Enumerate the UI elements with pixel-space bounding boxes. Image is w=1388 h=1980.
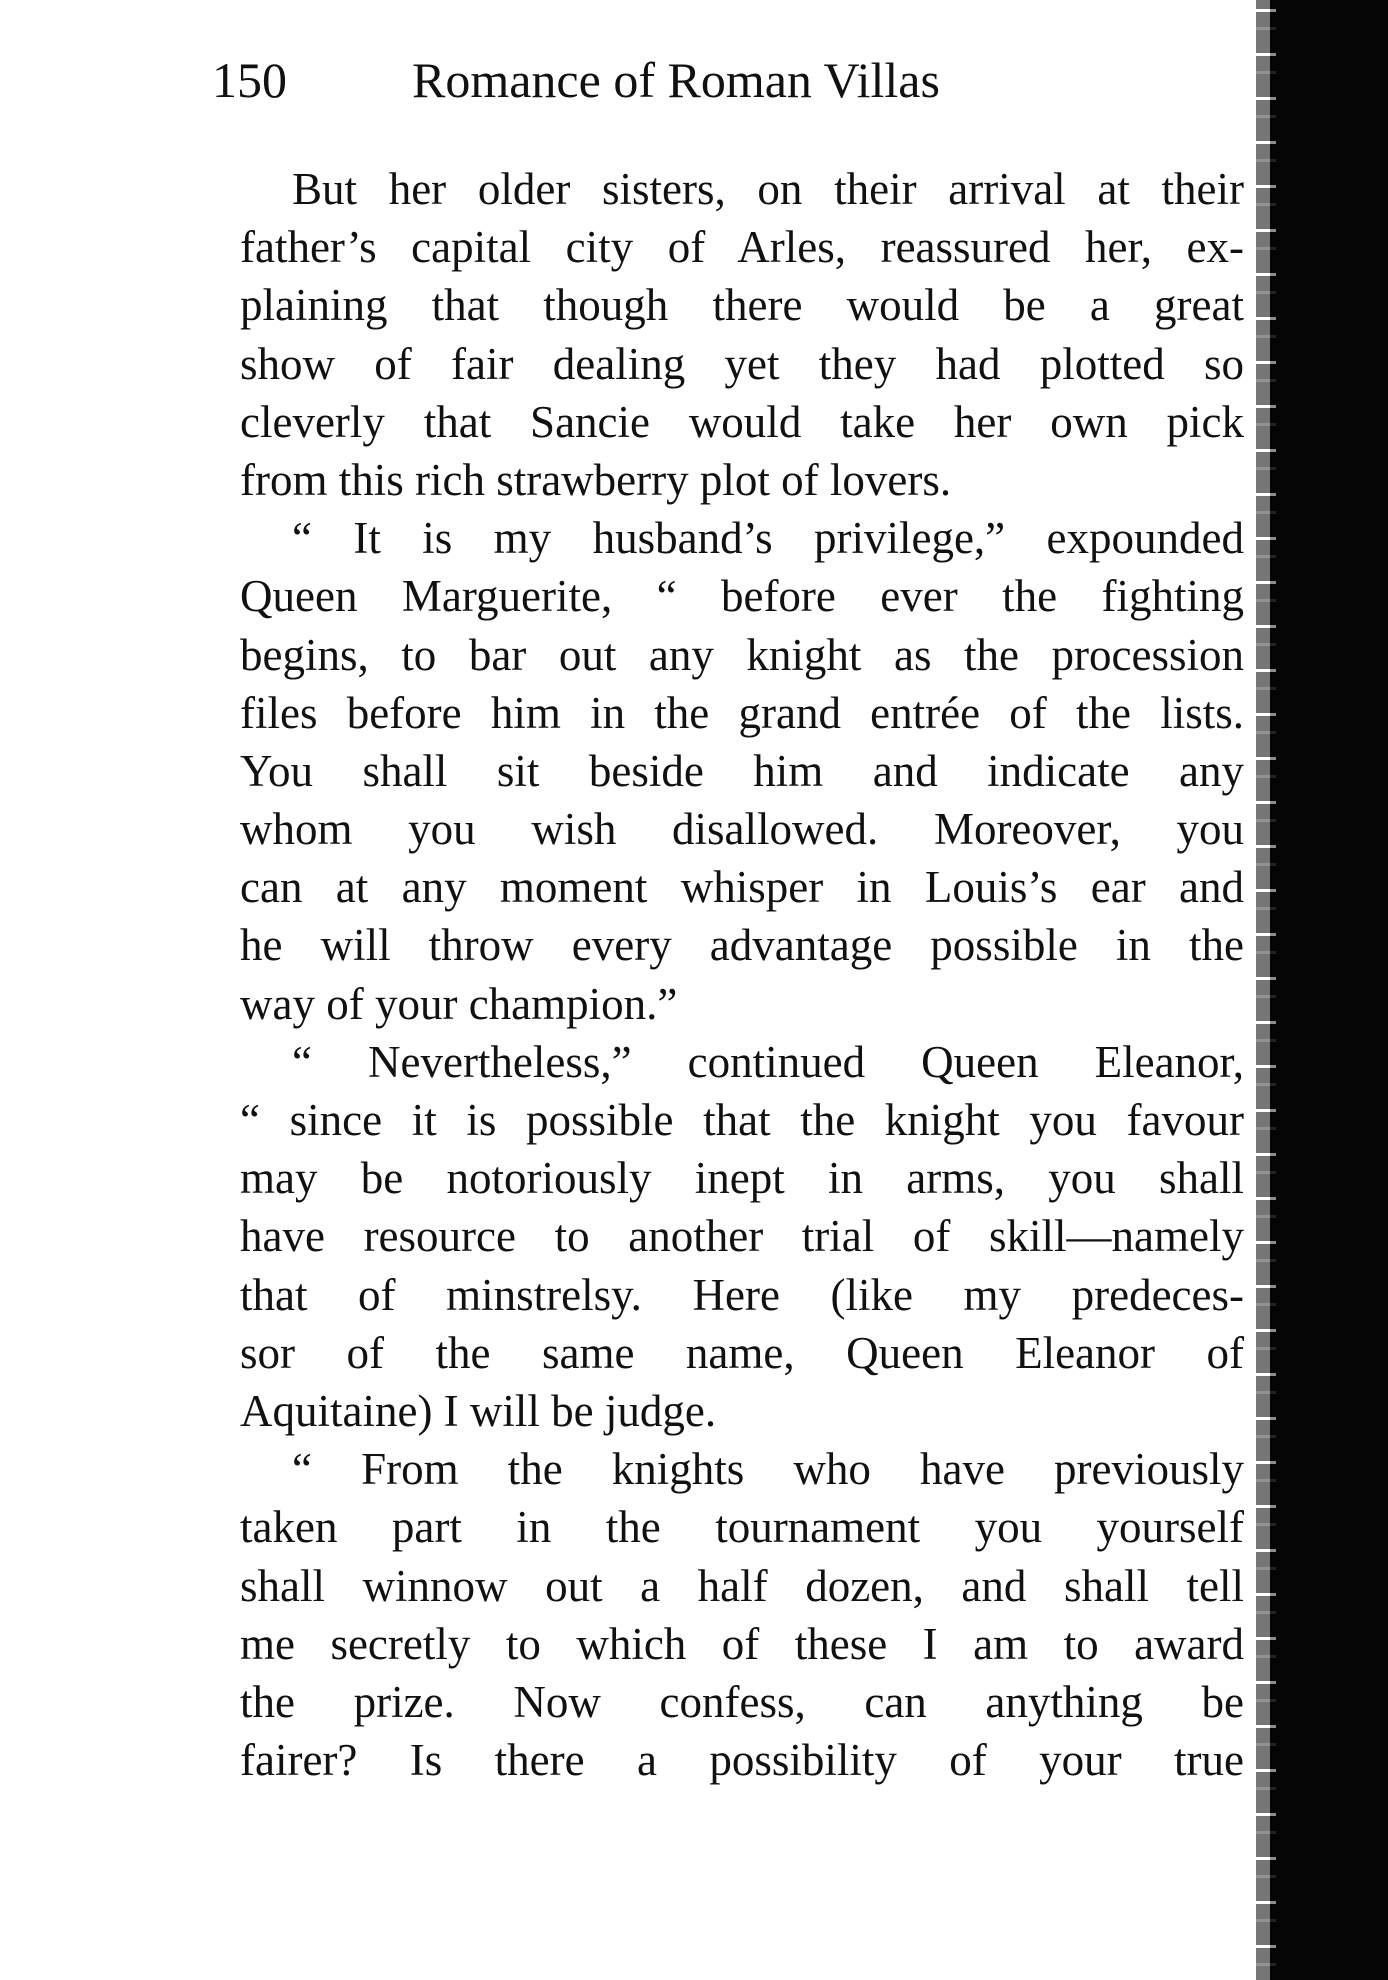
- text-line: You shall sit beside him and indicate any: [240, 745, 1244, 796]
- text-line: me secretly to which of these I am to award: [240, 1618, 1244, 1669]
- text-line: But her older sisters, on their arrival at their: [292, 164, 1244, 214]
- text-line: fairer? Is there a possibility of your true: [240, 1735, 1244, 1786]
- text-line: “ It is my husband’s privilege,” expounded: [292, 513, 1244, 564]
- text-line: way of your champion.”: [240, 978, 678, 1029]
- text-line: that of minstrelsy. Here (like my predeces-: [240, 1269, 1244, 1320]
- text-line: have resource to another trial of skill—namely: [240, 1211, 1244, 1262]
- text-line: taken part in the tournament you yourself: [240, 1502, 1244, 1553]
- text-line: shall winnow out a half dozen, and shall tell: [240, 1560, 1244, 1611]
- text-line: files before him in the grand entrée of the lists.: [240, 687, 1244, 738]
- text-line: may be notoriously inept in arms, you shall: [240, 1153, 1244, 1204]
- text-line: from this rich strawberry plot of lovers.: [240, 454, 952, 505]
- text-line: can at any moment whisper in Louis’s ear and: [240, 862, 1244, 913]
- text-line: Aquitaine) I will be judge.: [240, 1385, 717, 1436]
- text-line: cleverly that Sancie would take her own pick: [240, 396, 1244, 447]
- page-edge-ragged: [1256, 0, 1276, 1980]
- text-line: plaining that though there would be a great: [240, 280, 1244, 331]
- running-title: Romance of Roman Villas: [412, 52, 940, 108]
- page-number: 150: [212, 52, 287, 108]
- text-line: begins, to bar out any knight as the procession: [240, 629, 1244, 680]
- page-edge-shadow: [1270, 0, 1388, 1980]
- body-text: [240, 160, 1244, 1789]
- text-line: father’s capital city of Arles, reassured her, ex-: [240, 222, 1244, 273]
- text-line: “ From the knights who have previously: [292, 1444, 1244, 1495]
- text-line: “ Nevertheless,” continued Queen Eleanor,: [292, 1036, 1244, 1087]
- text-line: the prize. Now confess, can anything be: [240, 1676, 1244, 1727]
- text-line: whom you wish disallowed. Moreover, you: [240, 804, 1244, 855]
- text-line: show of fair dealing yet they had plotted so: [240, 338, 1244, 389]
- text-line: “ since it is possible that the knight you favour: [240, 1095, 1244, 1145]
- running-head: [212, 48, 940, 112]
- text-line: sor of the same name, Queen Eleanor of: [240, 1327, 1244, 1378]
- text-line: he will throw every advantage possible in the: [240, 920, 1244, 971]
- text-line: Queen Marguerite, “ before ever the fighting: [240, 571, 1244, 622]
